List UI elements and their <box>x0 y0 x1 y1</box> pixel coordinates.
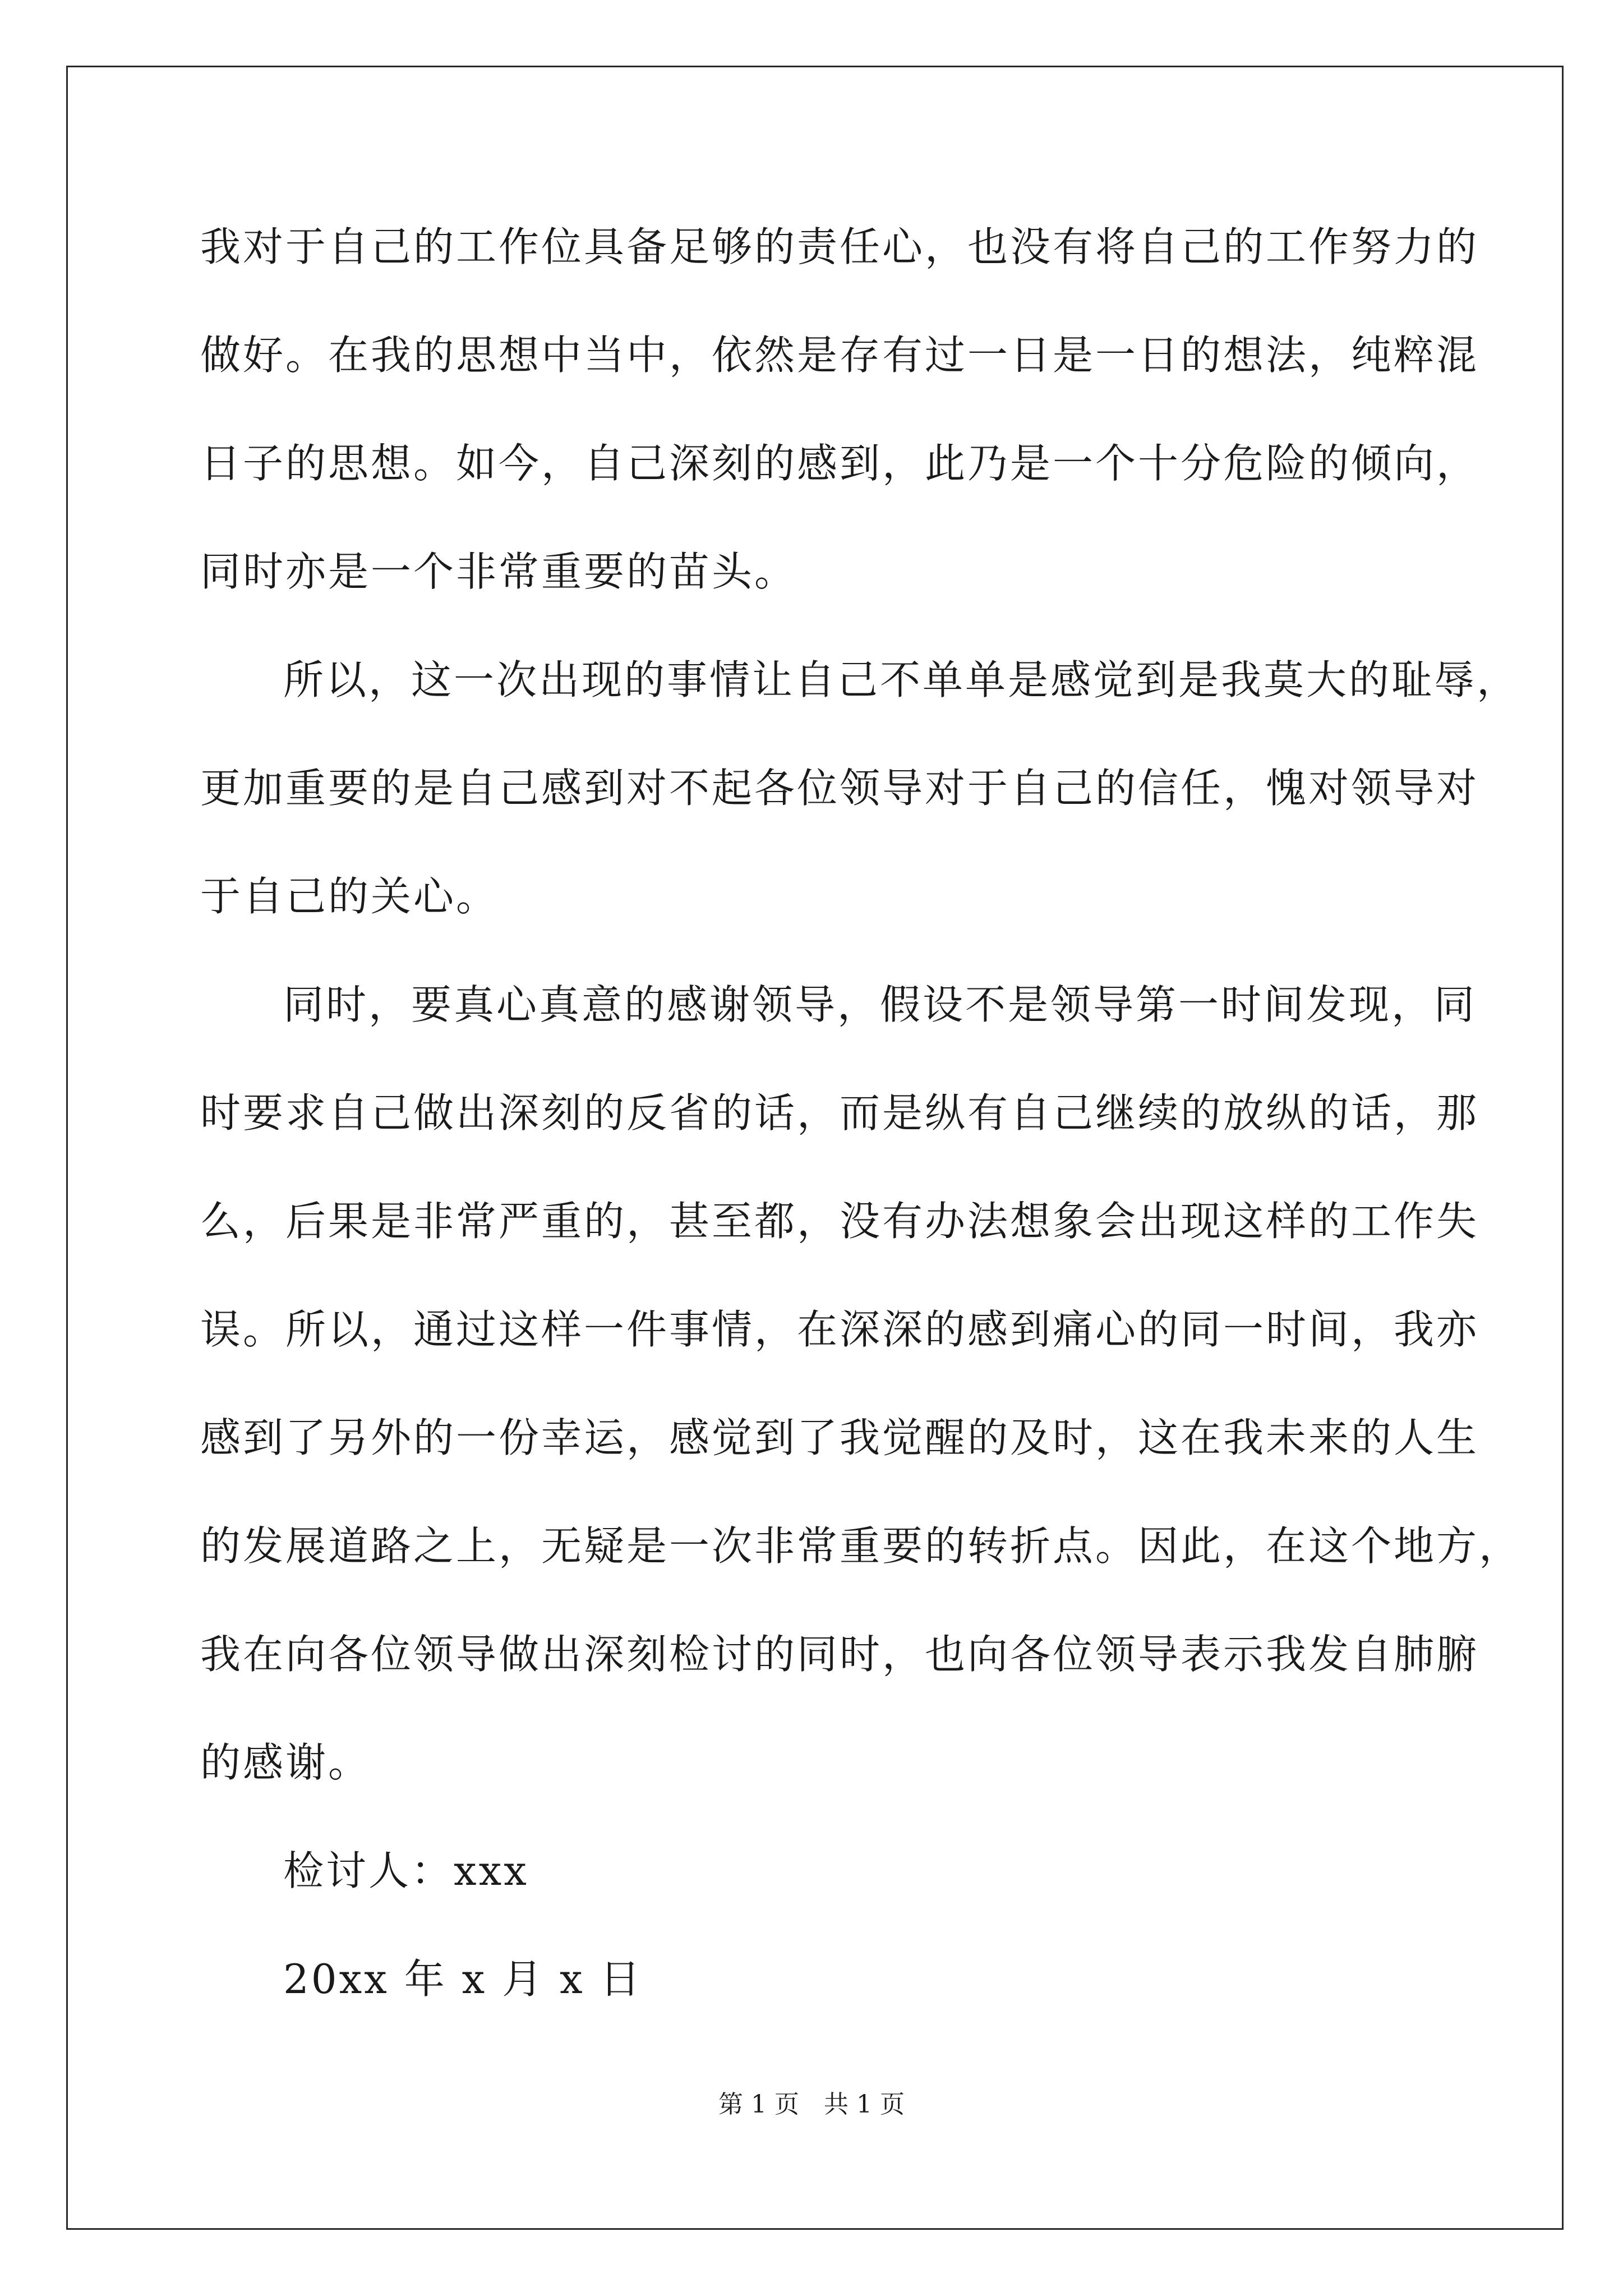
text-line: 同时亦是一个非常重要的苗头。 <box>200 548 797 595</box>
text-line: 做好。在我的思想中当中，依然是存有过一日是一日的想法，纯粹混 <box>200 332 1479 379</box>
text-line: 日子的思想。如今，自己深刻的感到，此乃是一个十分危险的倾向， <box>200 440 1479 487</box>
text-line: 的发展道路之上，无疑是一次非常重要的转折点。因此，在这个地方， <box>200 1522 1522 1570</box>
date-line: 20xx 年 x 月 x 日 <box>283 1955 643 2003</box>
text-line: 误。所以，通过这样一件事情，在深深的感到痛心的同一时间，我亦 <box>200 1306 1479 1353</box>
text-line: 于自己的关心。 <box>200 873 499 920</box>
text-line: 同时，要真心真意的感谢领导，假设不是领导第一时间发现，同 <box>283 981 1477 1028</box>
text-line: 么，后果是非常严重的，甚至都，没有办法想象会出现这样的工作失 <box>200 1198 1479 1245</box>
text-line: 所以，这一次出现的事情让自己不单单是感觉到是我莫大的耻辱， <box>283 656 1520 703</box>
text-line: 我在向各位领导做出深刻检讨的同时，也向各位领导表示我发自肺腑 <box>200 1631 1479 1678</box>
signature-line: 检讨人：xxx <box>283 1847 529 1894</box>
text-line: 感到了另外的一份幸运，感觉到了我觉醒的及时，这在我未来的人生 <box>200 1414 1479 1461</box>
page-footer <box>0 2092 1623 2117</box>
text-line: 的感谢。 <box>200 1739 371 1786</box>
text-line: 时要求自己做出深刻的反省的话，而是纵有自己继续的放纵的话，那 <box>200 1089 1479 1137</box>
text-line: 我对于自己的工作位具备足够的责任心，也没有将自己的工作努力的 <box>200 223 1479 270</box>
text-line: 更加重要的是自己感到对不起各位领导对于自己的信任，愧对领导对 <box>200 765 1479 812</box>
page-number: 第 1 页 共 1 页 <box>718 2090 905 2119</box>
page-border <box>66 66 1564 2230</box>
